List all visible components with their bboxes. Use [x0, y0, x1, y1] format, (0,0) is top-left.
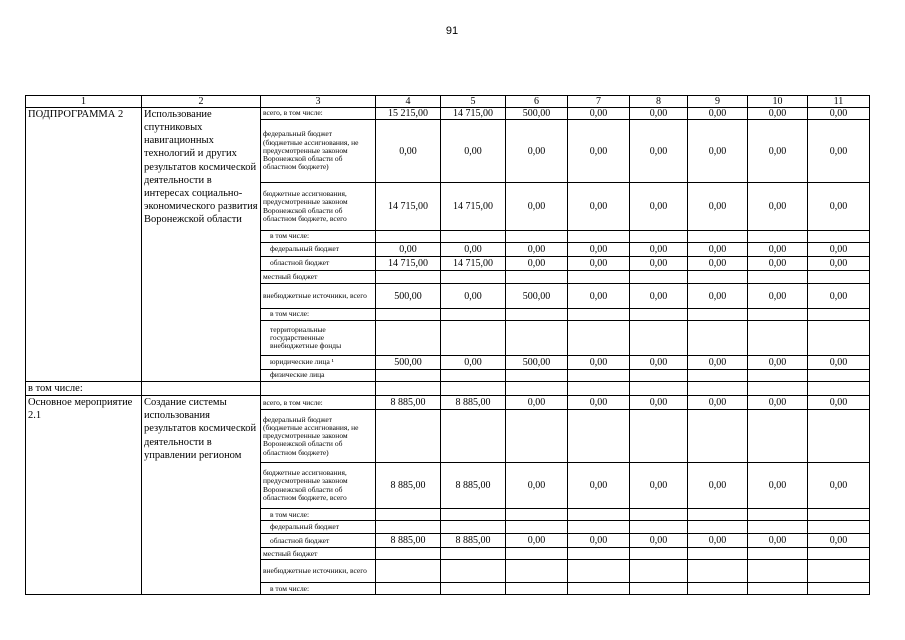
value-cell: 0,00 — [748, 108, 808, 120]
value-cell — [441, 321, 506, 356]
value-cell: 500,00 — [506, 108, 568, 120]
value-cell — [688, 370, 748, 382]
value-cell — [441, 309, 506, 321]
value-cell — [808, 271, 870, 284]
value-cell: 0,00 — [506, 183, 568, 231]
funding-source-label: федеральный бюджет — [261, 243, 376, 257]
section-row — [26, 382, 870, 396]
value-cell — [441, 271, 506, 284]
value-cell — [568, 583, 630, 595]
value-cell — [630, 231, 688, 243]
header-cell: 5 — [441, 96, 506, 108]
page-number: 91 — [445, 25, 459, 37]
value-cell — [506, 370, 568, 382]
empty-cell — [506, 382, 568, 396]
value-cell: 0,00 — [506, 120, 568, 183]
value-cell: 0,00 — [748, 284, 808, 309]
table-row — [26, 396, 870, 410]
value-cell: 14 715,00 — [376, 183, 441, 231]
value-cell: 0,00 — [688, 284, 748, 309]
funding-source-label: бюджетные ассигнования, предусмотренные законом Воронежской области об областном бюджете, всего — [261, 463, 376, 509]
value-cell: 0,00 — [808, 463, 870, 509]
value-cell: 0,00 — [688, 356, 748, 370]
value-cell: 0,00 — [506, 257, 568, 271]
value-cell: 0,00 — [630, 534, 688, 548]
value-cell — [376, 509, 441, 521]
header-cell: 10 — [748, 96, 808, 108]
value-cell — [748, 509, 808, 521]
value-cell: 0,00 — [748, 183, 808, 231]
value-cell — [506, 321, 568, 356]
value-cell — [748, 410, 808, 463]
value-cell — [630, 521, 688, 534]
value-cell — [506, 309, 568, 321]
value-cell: 8 885,00 — [376, 534, 441, 548]
value-cell — [441, 548, 506, 560]
value-cell — [808, 548, 870, 560]
value-cell: 0,00 — [568, 396, 630, 410]
value-cell: 0,00 — [568, 108, 630, 120]
value-cell — [568, 231, 630, 243]
value-cell — [568, 509, 630, 521]
empty-cell — [748, 382, 808, 396]
value-cell: 0,00 — [688, 183, 748, 231]
value-cell: 0,00 — [630, 108, 688, 120]
value-cell — [808, 370, 870, 382]
empty-cell — [441, 382, 506, 396]
value-cell — [688, 509, 748, 521]
value-cell: 14 715,00 — [441, 108, 506, 120]
value-cell — [688, 583, 748, 595]
value-cell — [506, 271, 568, 284]
value-cell: 0,00 — [808, 183, 870, 231]
value-cell — [506, 548, 568, 560]
value-cell — [630, 370, 688, 382]
value-cell: 0,00 — [748, 257, 808, 271]
value-cell — [506, 509, 568, 521]
value-cell: 0,00 — [748, 356, 808, 370]
value-cell: 0,00 — [630, 257, 688, 271]
value-cell — [441, 370, 506, 382]
value-cell — [376, 271, 441, 284]
value-cell: 8 885,00 — [376, 463, 441, 509]
value-cell: 0,00 — [808, 108, 870, 120]
empty-cell — [142, 382, 261, 396]
value-cell: 0,00 — [748, 120, 808, 183]
value-cell — [808, 410, 870, 463]
value-cell — [376, 560, 441, 583]
funding-source-label: внебюджетные источники, всего — [261, 560, 376, 583]
funding-source-label: областной бюджет — [261, 257, 376, 271]
value-cell: 0,00 — [688, 396, 748, 410]
value-cell: 0,00 — [506, 463, 568, 509]
funding-source-label: в том числе: — [261, 509, 376, 521]
value-cell — [506, 410, 568, 463]
funding-source-label: территориальные государственные внебюджетные фонды — [261, 321, 376, 356]
value-cell: 8 885,00 — [441, 534, 506, 548]
empty-cell — [261, 382, 376, 396]
value-cell: 0,00 — [441, 243, 506, 257]
value-cell — [568, 271, 630, 284]
funding-source-label: юридические лица ¹ — [261, 356, 376, 370]
value-cell — [568, 548, 630, 560]
value-cell: 14 715,00 — [441, 257, 506, 271]
value-cell: 0,00 — [808, 120, 870, 183]
value-cell: 0,00 — [506, 396, 568, 410]
header-cell: 11 — [808, 96, 870, 108]
value-cell — [808, 309, 870, 321]
value-cell — [441, 231, 506, 243]
value-cell: 0,00 — [808, 396, 870, 410]
value-cell: 0,00 — [630, 396, 688, 410]
funding-source-label: в том числе: — [261, 583, 376, 595]
value-cell: 0,00 — [568, 257, 630, 271]
value-cell — [376, 521, 441, 534]
value-cell — [506, 560, 568, 583]
header-row — [26, 96, 870, 108]
header-cell: 7 — [568, 96, 630, 108]
value-cell — [630, 410, 688, 463]
header-cell: 6 — [506, 96, 568, 108]
value-cell — [688, 548, 748, 560]
value-cell — [808, 521, 870, 534]
value-cell: 0,00 — [630, 183, 688, 231]
value-cell: 0,00 — [568, 356, 630, 370]
value-cell — [376, 370, 441, 382]
value-cell — [808, 231, 870, 243]
value-cell — [748, 560, 808, 583]
value-cell — [376, 231, 441, 243]
value-cell: 0,00 — [748, 463, 808, 509]
value-cell: 0,00 — [748, 396, 808, 410]
value-cell — [748, 548, 808, 560]
funding-source-label: областной бюджет — [261, 534, 376, 548]
value-cell — [748, 370, 808, 382]
value-cell — [568, 309, 630, 321]
value-cell: 0,00 — [688, 243, 748, 257]
value-cell: 500,00 — [506, 356, 568, 370]
value-cell: 500,00 — [506, 284, 568, 309]
value-cell: 0,00 — [568, 243, 630, 257]
empty-cell — [688, 382, 748, 396]
value-cell — [808, 509, 870, 521]
value-cell: 0,00 — [808, 534, 870, 548]
value-cell — [688, 521, 748, 534]
value-cell — [630, 309, 688, 321]
value-cell: 0,00 — [748, 534, 808, 548]
funding-source-label: всего, в том числе: — [261, 396, 376, 410]
value-cell — [630, 509, 688, 521]
value-cell — [688, 309, 748, 321]
value-cell — [808, 560, 870, 583]
program-code: Основное мероприятие 2.1 — [26, 396, 142, 595]
value-cell — [568, 521, 630, 534]
value-cell — [376, 548, 441, 560]
value-cell — [808, 321, 870, 356]
value-cell — [441, 583, 506, 595]
value-cell — [748, 321, 808, 356]
header-cell: 4 — [376, 96, 441, 108]
value-cell — [688, 321, 748, 356]
budget-table — [25, 95, 870, 595]
header-cell: 1 — [26, 96, 142, 108]
value-cell — [748, 583, 808, 595]
value-cell: 0,00 — [808, 257, 870, 271]
value-cell — [441, 509, 506, 521]
program-code: ПОДПРОГРАММА 2 — [26, 108, 142, 382]
funding-source-label: федеральный бюджет — [261, 521, 376, 534]
value-cell — [506, 583, 568, 595]
value-cell: 0,00 — [808, 284, 870, 309]
value-cell: 0,00 — [688, 120, 748, 183]
program-name: Создание системы использования результатов космической деятельности в управлении регионом — [142, 396, 261, 595]
value-cell: 0,00 — [568, 463, 630, 509]
value-cell: 0,00 — [630, 120, 688, 183]
value-cell — [630, 321, 688, 356]
value-cell — [506, 521, 568, 534]
value-cell — [748, 309, 808, 321]
value-cell — [630, 548, 688, 560]
value-cell: 0,00 — [441, 284, 506, 309]
value-cell — [376, 410, 441, 463]
value-cell — [376, 309, 441, 321]
value-cell: 0,00 — [506, 534, 568, 548]
value-cell: 0,00 — [688, 257, 748, 271]
value-cell — [688, 271, 748, 284]
value-cell: 0,00 — [441, 120, 506, 183]
value-cell — [568, 410, 630, 463]
value-cell — [441, 560, 506, 583]
empty-cell — [630, 382, 688, 396]
value-cell — [630, 583, 688, 595]
empty-cell — [376, 382, 441, 396]
value-cell: 0,00 — [441, 356, 506, 370]
value-cell: 0,00 — [748, 243, 808, 257]
value-cell: 8 885,00 — [376, 396, 441, 410]
funding-source-label: в том числе: — [261, 231, 376, 243]
value-cell: 8 885,00 — [441, 463, 506, 509]
funding-source-label: федеральный бюджет (бюджетные ассигнования, не предусмотренные законом Воронежской области об областном бюджете) — [261, 120, 376, 183]
value-cell: 0,00 — [808, 356, 870, 370]
value-cell: 0,00 — [630, 284, 688, 309]
value-cell: 500,00 — [376, 284, 441, 309]
header-cell: 3 — [261, 96, 376, 108]
funding-source-label: всего, в том числе: — [261, 108, 376, 120]
value-cell: 0,00 — [506, 243, 568, 257]
value-cell: 0,00 — [568, 284, 630, 309]
value-cell — [808, 583, 870, 595]
program-name: Использование спутниковых навигационных технологий и других результатов космической деятельности в интересах социально-экономического развития Воронежской области — [142, 108, 261, 382]
value-cell — [688, 410, 748, 463]
value-cell — [568, 321, 630, 356]
value-cell — [441, 410, 506, 463]
header-cell: 8 — [630, 96, 688, 108]
value-cell — [748, 521, 808, 534]
value-cell — [376, 583, 441, 595]
value-cell: 15 215,00 — [376, 108, 441, 120]
value-cell — [688, 560, 748, 583]
value-cell — [630, 560, 688, 583]
value-cell: 0,00 — [688, 108, 748, 120]
funding-source-label: в том числе: — [261, 309, 376, 321]
value-cell: 500,00 — [376, 356, 441, 370]
value-cell: 0,00 — [630, 463, 688, 509]
value-cell: 0,00 — [630, 356, 688, 370]
value-cell: 14 715,00 — [441, 183, 506, 231]
value-cell — [630, 271, 688, 284]
funding-source-label: федеральный бюджет (бюджетные ассигнования, не предусмотренные законом Воронежской области об областном бюджете) — [261, 410, 376, 463]
value-cell: 0,00 — [568, 120, 630, 183]
value-cell: 0,00 — [688, 463, 748, 509]
funding-source-label: бюджетные ассигнования, предусмотренные законом Воронежской области об областном бюджете, всего — [261, 183, 376, 231]
value-cell: 0,00 — [568, 183, 630, 231]
table-row — [26, 108, 870, 120]
funding-source-label: местный бюджет — [261, 271, 376, 284]
value-cell: 8 885,00 — [441, 396, 506, 410]
value-cell — [688, 231, 748, 243]
header-cell: 2 — [142, 96, 261, 108]
value-cell — [568, 370, 630, 382]
value-cell — [441, 521, 506, 534]
value-cell: 0,00 — [630, 243, 688, 257]
funding-source-label: местный бюджет — [261, 548, 376, 560]
value-cell — [748, 231, 808, 243]
empty-cell — [568, 382, 630, 396]
value-cell: 0,00 — [376, 243, 441, 257]
value-cell: 0,00 — [808, 243, 870, 257]
value-cell — [376, 321, 441, 356]
value-cell — [506, 231, 568, 243]
header-cell: 9 — [688, 96, 748, 108]
value-cell: 0,00 — [376, 120, 441, 183]
funding-source-label: физические лица — [261, 370, 376, 382]
value-cell: 0,00 — [568, 534, 630, 548]
value-cell — [748, 271, 808, 284]
value-cell: 14 715,00 — [376, 257, 441, 271]
value-cell — [568, 560, 630, 583]
value-cell: 0,00 — [688, 534, 748, 548]
empty-cell — [808, 382, 870, 396]
section-label: в том числе: — [26, 382, 142, 396]
funding-source-label: внебюджетные источники, всего — [261, 284, 376, 309]
